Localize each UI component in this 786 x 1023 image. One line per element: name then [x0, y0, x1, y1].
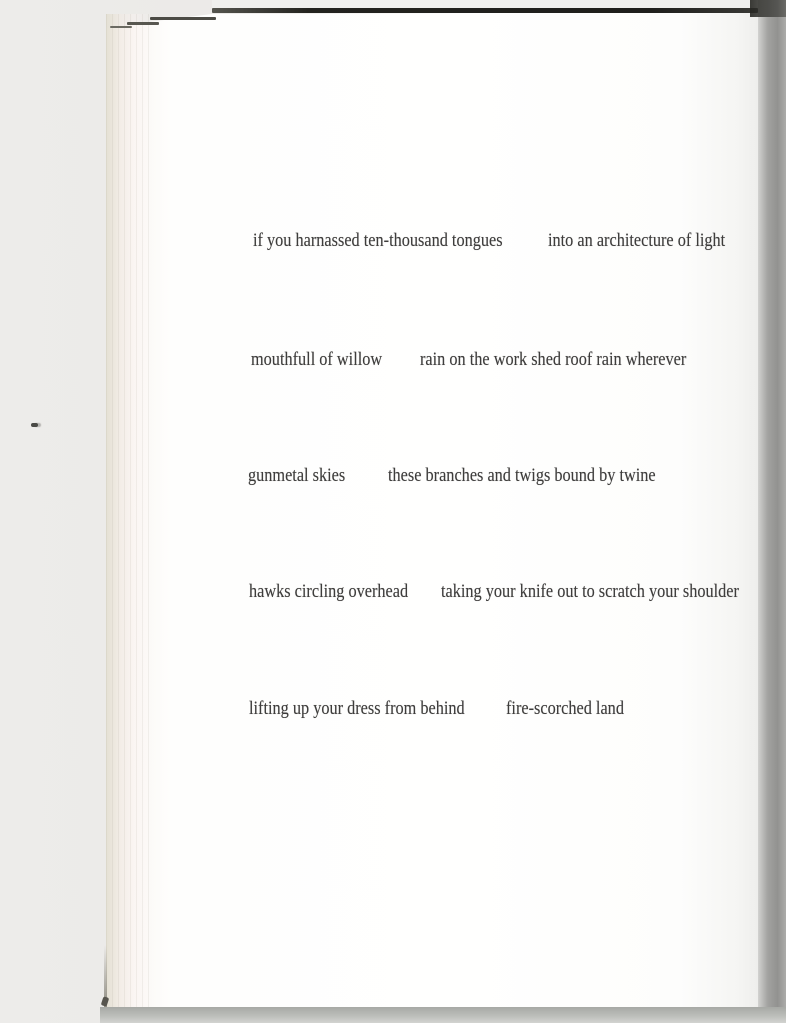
poem-line	[0, 699, 786, 725]
poem-line	[0, 350, 786, 376]
poem-phrase-right: fire-scorched land	[506, 699, 624, 719]
poem-phrase-right: rain on the work shed roof rain wherever	[420, 350, 687, 370]
poem-line	[0, 231, 786, 257]
poem-phrase-right: into an architecture of light	[548, 231, 726, 251]
poem-phrase-right: taking your knife out to scratch your shoulder	[441, 582, 739, 602]
poem-phrase-left: hawks circling overhead	[249, 582, 409, 602]
poem-line	[0, 582, 786, 608]
poem-phrase-left: lifting up your dress from behind	[249, 699, 465, 719]
poem-phrase-right: these branches and twigs bound by twine	[388, 466, 656, 486]
poem-phrase-left: gunmetal skies	[248, 466, 346, 486]
poem-line	[0, 466, 786, 492]
poem-phrase-left: if you harnassed ten-thousand tongues	[253, 231, 503, 251]
poem-phrase-left: mouthfull of willow	[251, 350, 383, 370]
